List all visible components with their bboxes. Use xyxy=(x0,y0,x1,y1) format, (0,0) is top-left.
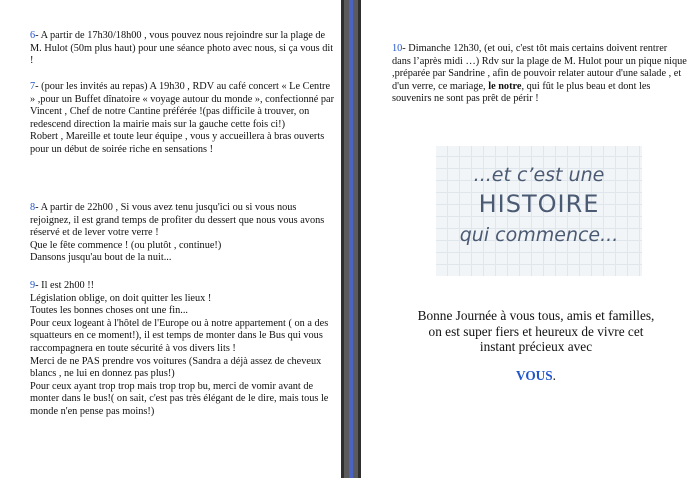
item-number: 9 xyxy=(30,280,36,291)
card-line: HISTOIRE xyxy=(478,190,600,218)
item-number: 7 xyxy=(30,81,36,92)
item-line: Pour ceux ayant trop trop mais trop trop bu, merci de vomir avant de monter dans le bus!( on sait, c'est pas très élégant de le dire, mais tous le monde n'en pense pas moins!) xyxy=(30,380,329,417)
item-text: Dansons jusqu'au bout de la nuit... xyxy=(30,252,172,264)
item-text: - A partir de 22h00 , Si vous avez tenu jusqu'ici ou si vous nous rejoignez, il est grand temps de profiter du dessert que nous vous avons réservé et de lever votre verre ! xyxy=(30,202,325,239)
item-line: Toutes les bonnes choses ont une fin... xyxy=(30,305,188,317)
item-line: Législation oblige, on doit quitter les lieux ! xyxy=(30,292,212,304)
greeting xyxy=(386,308,686,383)
item-line: Pour ceux logeant à l'hôtel de l'Europe ou à notre appartement ( on a des squatteurs en ce moment!), il est temps de monter dans le Bus qui vous raccompagnera en toute sécurité à vos divers lits ! xyxy=(30,317,329,354)
greeting-line: instant précieux avec xyxy=(479,339,593,355)
histoire-card xyxy=(436,146,642,276)
item-8 xyxy=(30,202,335,265)
item-text: , qui fût le plus beau et dont les souvenirs ne sont pas prêt de périr ! xyxy=(392,80,651,105)
greeting-line: Bonne Journée à vous tous, amis et familles, xyxy=(417,308,655,323)
item-text: - (pour les invités au repas) A 19h30 , RDV au café concert « Le Centre » ,pour un Buffet dînatoire « voyage autour du monde », confectionné par Vincent , Chef de notre Cantine préférée !(pas difficile à trouver, on redescend direction la mairie mais sur la gauche cette fois ci!) xyxy=(30,81,335,130)
greeting-line: on est super fiers et heureux de vivre cet xyxy=(428,323,644,339)
item-text: - A partir de 17h30/18h00 , vous pouvez nous rejoindre sur la plage de M. Hulot (50m plus haut) pour une séance photo avec nous, si ça vous dit ! xyxy=(30,30,334,67)
item-6 xyxy=(30,30,335,68)
card-line: ...et c’est une xyxy=(473,164,605,186)
item-text: Que le fête commence ! (ou plutôt , continue!) xyxy=(30,239,222,251)
item-text: Robert , Mareille et toute leur équipe , vous y accueillera à bras ouverts pour un début de soirée riche en sensations ! xyxy=(30,131,325,155)
item-bold-text: le notre xyxy=(488,80,522,92)
item-number: 10 xyxy=(392,43,403,54)
item-number: 8 xyxy=(30,202,36,213)
page-fold xyxy=(341,0,361,478)
item-line: Merci de ne PAS prendre vos voitures (Sandra a déjà assez de cheveux blancs , ne lui en donnez pas plus!) xyxy=(30,355,322,380)
item-text: - Dimanche 12h30, (et oui, c'est tôt mais certains doivent rentrer dans l’après midi …) Rdv sur la plage de M. Hulot pour un pique nique ,préparée par Sandrine , afin de pouvoir relater autour d'une salade , et d'un verre, ce mariage, xyxy=(392,43,687,92)
item-number: 6 xyxy=(30,30,36,41)
card-line: qui commence... xyxy=(459,224,619,246)
item-text: - Il est 2h00 !! xyxy=(35,280,95,291)
item-10 xyxy=(392,43,688,106)
vous-period: . xyxy=(552,367,556,383)
item-9 xyxy=(30,280,335,419)
item-7 xyxy=(30,81,335,157)
vous-text: VOUS xyxy=(515,367,553,383)
